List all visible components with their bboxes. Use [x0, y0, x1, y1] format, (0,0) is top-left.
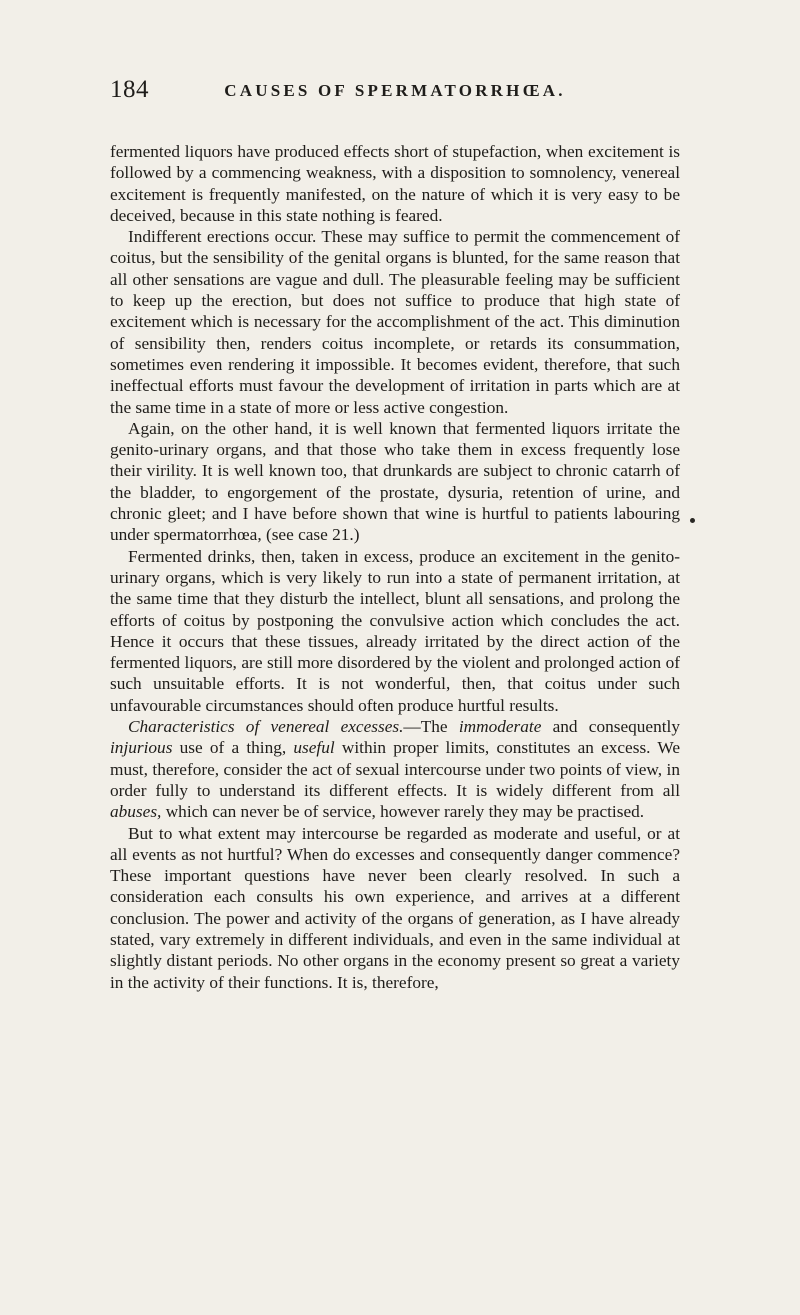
body-text — [110, 141, 680, 993]
text-run: —The — [403, 717, 459, 737]
page-number: 184 — [110, 76, 149, 103]
emphasis-abuses: abuses, — [110, 802, 162, 822]
paragraph-moderate-intercourse: But to what extent may intercourse be regarded as moderate and useful, or at all events as not hurtful? When do excesses and consequently danger commence? These important questions have never been clearly resolved. In such a consideration each consults his own experience, and arrives at a different conclusion. The power and activity of the organs of generation, as I have already stated, vary extremely in different individuals, and even in the same individual at slightly distant periods. No other organs in the economy present so great a variety in the activity of their functions. It is, therefore, — [110, 823, 680, 992]
text-run: use of a thing, — [172, 738, 294, 758]
page-header — [110, 76, 680, 108]
emphasis-immoderate: immoderate — [458, 717, 542, 737]
emphasis-injurious: injurious — [110, 738, 173, 758]
paragraph-characteristics — [110, 716, 680, 822]
section-heading: Characteristics of venereal excesses. — [128, 717, 404, 737]
text-run: within proper limits, constitutes an excess. We must, therefore, consider the act of sexual intercourse under two points of view, in order fully to understand its different effects. It is widely different from all — [110, 738, 680, 800]
running-title: CAUSES OF SPERMATORRHŒA. — [224, 81, 566, 100]
emphasis-useful: useful — [293, 738, 335, 758]
paragraph-fermented-drinks: Fermented drinks, then, taken in excess, produce an excitement in the genito-urinary organs, which is very likely to run into a state of permanent irritation, at the same time that they disturb the intellect, blunt all sensations, and prolong the efforts of coitus by postponing the convulsive action which concludes the act. Hence it occurs that these tissues, already irritated by the direct action of the fermented liquors, are still more disordered by the violent and prolonged action of such unsuitable efforts. It is not wonderful, then, that coitus under such unfavourable circumstances should often produce hurtful results. — [110, 546, 680, 715]
text-run: which can never be of service, however rarely they may be practised. — [161, 802, 645, 822]
margin-ink-dot — [690, 518, 695, 523]
paragraph-fermented-liquors: Again, on the other hand, it is well known that fermented liquors irritate the genito-urinary organs, and that those who take them in excess frequently lose their virility. It is well known too, that drunkards are subject to chronic catarrh of the bladder, to engorgement of the prostate, dysuria, retention of urine, and chronic gleet; and I have before shown that wine is hurtful to patients labouring under spermatorrhœa, (see case 21.) — [110, 418, 680, 545]
paragraph-continued: fermented liquors have produced effects short of stupefaction, when excitement is followed by a commencing weakness, with a disposition to somnolency, venereal excitement is frequently manifested, on the nature of which it is very easy to be deceived, because in this state nothing is feared. — [110, 142, 680, 225]
paragraph-erections: Indifferent erections occur. These may suffice to permit the commencement of coitus, but the sensibility of the genital organs is blunted, for the same reason that all other sensations are vague and dull. The pleasurable feeling may be sufficient to keep up the erection, but does not suffice to produce that high state of excitement which is necessary for the accomplishment of the act. This diminution of sensibility then, renders coitus incomplete, or retards its consummation, sometimes even rendering it impossible. It becomes evident, therefore, that such ineffectual efforts must favour the development of irritation in parts which are at the same time in a state of more or less active congestion. — [110, 227, 680, 417]
text-run: and consequently — [541, 717, 680, 737]
